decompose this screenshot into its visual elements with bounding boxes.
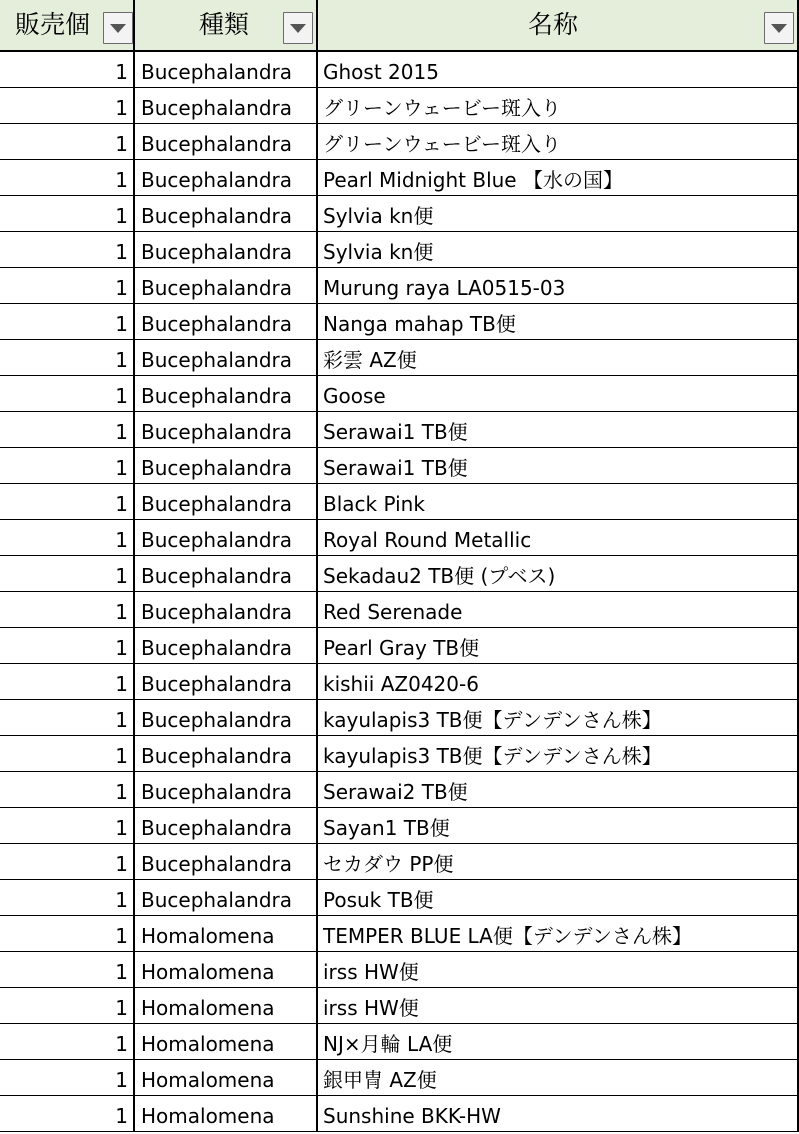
cell-kind[interactable]: Homalomena — [141, 1104, 275, 1128]
cell-kind[interactable]: Bucephalandra — [141, 888, 292, 912]
cell-kind[interactable]: Bucephalandra — [141, 240, 292, 264]
cell-name[interactable]: kishii AZ0420-6 — [323, 672, 479, 696]
cell-qty[interactable]: 1 — [115, 960, 128, 984]
table-row[interactable] — [0, 736, 799, 772]
cell-qty[interactable]: 1 — [115, 276, 128, 300]
table-header — [0, 0, 799, 52]
table-row[interactable] — [0, 664, 799, 700]
column-divider — [133, 0, 135, 1132]
cell-qty[interactable]: 1 — [115, 852, 128, 876]
table-row[interactable] — [0, 1096, 799, 1132]
cell-kind[interactable]: Bucephalandra — [141, 852, 292, 876]
cell-name[interactable]: irss HW便 — [323, 960, 419, 984]
table-row[interactable] — [0, 700, 799, 736]
cell-kind[interactable]: Bucephalandra — [141, 456, 292, 480]
table-row[interactable] — [0, 88, 799, 124]
cell-qty[interactable]: 1 — [115, 240, 128, 264]
cell-kind[interactable]: Bucephalandra — [141, 780, 292, 804]
dropdown-arrow-icon — [290, 24, 306, 33]
cell-qty[interactable]: 1 — [115, 384, 128, 408]
cell-qty[interactable]: 1 — [115, 672, 128, 696]
cell-name[interactable]: Serawai1 TB便 — [323, 456, 468, 480]
filter-button-name[interactable] — [764, 12, 794, 44]
table-row[interactable] — [0, 520, 799, 556]
table-row[interactable] — [0, 916, 799, 952]
cell-qty[interactable]: 1 — [115, 924, 128, 948]
cell-name[interactable]: Pearl Midnight Blue 【水の国】 — [323, 168, 623, 192]
cell-name[interactable]: Black Pink — [323, 492, 425, 516]
cell-qty[interactable]: 1 — [115, 132, 128, 156]
cell-name[interactable]: NJ×月輪 LA便 — [323, 1032, 453, 1056]
cell-name[interactable]: Sylvia kn便 — [323, 240, 434, 264]
cell-kind[interactable]: Homalomena — [141, 1032, 275, 1056]
cell-qty[interactable]: 1 — [115, 492, 128, 516]
cell-kind[interactable]: Bucephalandra — [141, 276, 292, 300]
table-row[interactable] — [0, 232, 799, 268]
cell-kind[interactable]: Bucephalandra — [141, 384, 292, 408]
cell-qty[interactable]: 1 — [115, 816, 128, 840]
cell-name[interactable]: Serawai2 TB便 — [323, 780, 468, 804]
header-label-kind: 種類 — [199, 10, 250, 39]
cell-name[interactable]: Serawai1 TB便 — [323, 420, 468, 444]
table-row[interactable] — [0, 196, 799, 232]
cell-name[interactable]: irss HW便 — [323, 996, 419, 1020]
cell-qty[interactable]: 1 — [115, 636, 128, 660]
cell-name[interactable]: 銀甲冑 AZ便 — [323, 1068, 437, 1092]
header-cell-kind[interactable] — [135, 0, 318, 50]
cell-qty[interactable]: 1 — [115, 780, 128, 804]
column-divider — [316, 0, 318, 1132]
cell-kind[interactable]: Bucephalandra — [141, 744, 292, 768]
cell-name[interactable]: Sylvia kn便 — [323, 204, 434, 228]
filter-button-kind[interactable] — [283, 12, 313, 44]
dropdown-arrow-icon — [110, 24, 126, 33]
cell-name[interactable]: kayulapis3 TB便【デンデンさん株】 — [323, 708, 662, 732]
header-label-qty: 販売個 — [15, 10, 91, 39]
table-row[interactable] — [0, 808, 799, 844]
table-row[interactable] — [0, 448, 799, 484]
cell-qty[interactable]: 1 — [115, 1104, 128, 1128]
cell-name[interactable]: Posuk TB便 — [323, 888, 434, 912]
cell-qty[interactable]: 1 — [115, 96, 128, 120]
cell-kind[interactable]: Bucephalandra — [141, 816, 292, 840]
cell-name[interactable]: Ghost 2015 — [323, 60, 439, 84]
table-row[interactable] — [0, 772, 799, 808]
cell-name[interactable]: Royal Round Metallic — [323, 528, 532, 552]
table-row[interactable] — [0, 376, 799, 412]
cell-kind[interactable]: Homalomena — [141, 996, 275, 1020]
table-row[interactable] — [0, 1060, 799, 1096]
cell-kind[interactable]: Bucephalandra — [141, 420, 292, 444]
cell-kind[interactable]: Homalomena — [141, 960, 275, 984]
cell-kind[interactable]: Bucephalandra — [141, 348, 292, 372]
table-row[interactable] — [0, 1024, 799, 1060]
table-row[interactable] — [0, 160, 799, 196]
cell-qty[interactable]: 1 — [115, 528, 128, 552]
cell-qty[interactable]: 1 — [115, 456, 128, 480]
table-row[interactable] — [0, 880, 799, 916]
table-row[interactable] — [0, 592, 799, 628]
cell-kind[interactable]: Bucephalandra — [141, 204, 292, 228]
cell-name[interactable]: Sayan1 TB便 — [323, 816, 450, 840]
cell-name[interactable]: Nanga mahap TB便 — [323, 312, 516, 336]
cell-name[interactable]: kayulapis3 TB便【デンデンさん株】 — [323, 744, 662, 768]
table-row[interactable] — [0, 556, 799, 592]
cell-kind[interactable]: Bucephalandra — [141, 312, 292, 336]
cell-kind[interactable]: Bucephalandra — [141, 528, 292, 552]
cell-name[interactable]: Pearl Gray TB便 — [323, 636, 480, 660]
cell-kind[interactable]: Homalomena — [141, 1068, 275, 1092]
table-row[interactable] — [0, 124, 799, 160]
table-row[interactable] — [0, 340, 799, 376]
table-row[interactable] — [0, 268, 799, 304]
cell-qty[interactable]: 1 — [115, 312, 128, 336]
cell-kind[interactable]: Bucephalandra — [141, 636, 292, 660]
cell-name[interactable]: Sunshine BKK-HW — [323, 1104, 501, 1128]
cell-qty[interactable]: 1 — [115, 420, 128, 444]
cell-name[interactable]: TEMPER BLUE LA便【デンデンさん株】 — [323, 924, 693, 948]
header-cell-qty[interactable] — [0, 0, 135, 50]
cell-qty[interactable]: 1 — [115, 204, 128, 228]
cell-qty[interactable]: 1 — [115, 564, 128, 588]
cell-kind[interactable]: Bucephalandra — [141, 492, 292, 516]
table-body — [0, 52, 799, 1132]
cell-kind[interactable]: Bucephalandra — [141, 600, 292, 624]
cell-qty[interactable]: 1 — [115, 996, 128, 1020]
cell-kind[interactable]: Bucephalandra — [141, 672, 292, 696]
table-row[interactable] — [0, 988, 799, 1024]
cell-qty[interactable]: 1 — [115, 1032, 128, 1056]
cell-kind[interactable]: Bucephalandra — [141, 168, 292, 192]
cell-name[interactable]: Sekadau2 TB便 (プベス) — [323, 564, 556, 588]
cell-kind[interactable]: Homalomena — [141, 924, 275, 948]
filter-button-qty[interactable] — [103, 12, 133, 44]
cell-name[interactable]: 彩雲 AZ便 — [323, 348, 417, 372]
table-row[interactable] — [0, 844, 799, 880]
cell-kind[interactable]: Bucephalandra — [141, 60, 292, 84]
cell-kind[interactable]: Bucephalandra — [141, 132, 292, 156]
cell-qty[interactable]: 1 — [115, 1068, 128, 1092]
cell-qty[interactable]: 1 — [115, 708, 128, 732]
cell-kind[interactable]: Bucephalandra — [141, 96, 292, 120]
header-cell-name[interactable] — [318, 0, 799, 50]
cell-name[interactable]: Murung raya LA0515-03 — [323, 276, 566, 300]
table-row[interactable] — [0, 412, 799, 448]
cell-qty[interactable]: 1 — [115, 60, 128, 84]
cell-kind[interactable]: Bucephalandra — [141, 564, 292, 588]
dropdown-arrow-icon — [771, 24, 787, 33]
table-row[interactable] — [0, 52, 799, 88]
cell-qty[interactable]: 1 — [115, 888, 128, 912]
table-row[interactable] — [0, 304, 799, 340]
cell-name[interactable]: セカダウ PP便 — [323, 852, 454, 876]
cell-qty[interactable]: 1 — [115, 348, 128, 372]
cell-kind[interactable]: Bucephalandra — [141, 708, 292, 732]
header-label-name: 名称 — [528, 10, 579, 39]
cell-qty[interactable]: 1 — [115, 168, 128, 192]
table-row[interactable] — [0, 484, 799, 520]
cell-name[interactable]: グリーンウェービー斑入り — [323, 96, 561, 120]
cell-qty[interactable]: 1 — [115, 744, 128, 768]
cell-qty[interactable]: 1 — [115, 600, 128, 624]
table-row[interactable] — [0, 952, 799, 988]
cell-name[interactable]: グリーンウェービー斑入り — [323, 132, 561, 156]
cell-name[interactable]: Goose — [323, 384, 386, 408]
cell-name[interactable]: Red Serenade — [323, 600, 463, 624]
table-row[interactable] — [0, 628, 799, 664]
